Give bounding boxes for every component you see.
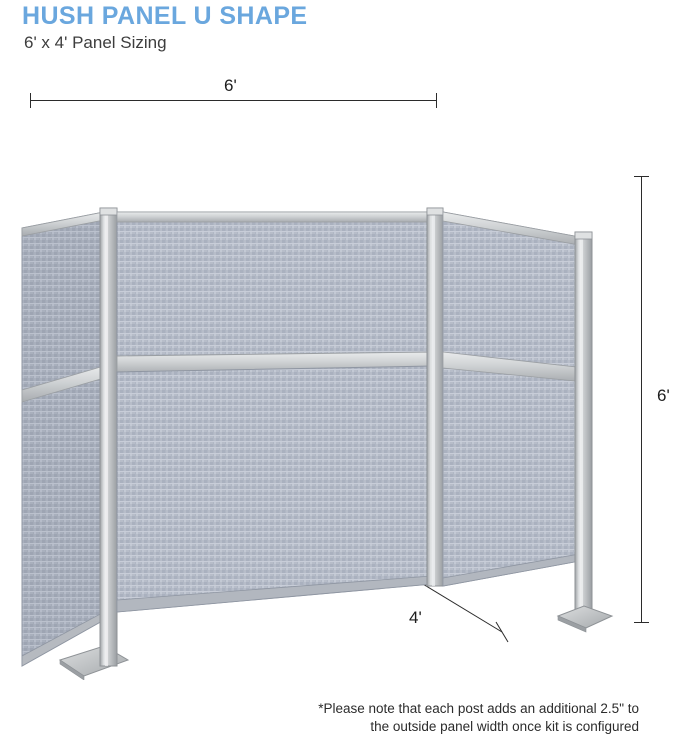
- back-panel-lower: [117, 366, 432, 612]
- center-post: [427, 208, 443, 586]
- right-return-panel: [443, 212, 585, 586]
- left-post: [100, 208, 117, 666]
- left-foot: [60, 646, 128, 680]
- right-dimension-label: 6': [657, 386, 670, 405]
- page-title: HUSH PANEL U SHAPE: [22, 2, 308, 30]
- hush-panel-u-shape-drawing: [0, 60, 679, 680]
- depth-dimension-label: 4': [409, 608, 422, 627]
- footnote-line-2: the outside panel width once kit is configured: [370, 719, 639, 734]
- left-return-panel: [22, 212, 104, 666]
- back-panel-upper: [117, 212, 432, 360]
- right-foot: [558, 606, 612, 632]
- footnote-line-1: *Please note that each post adds an additional 2.5" to: [318, 701, 639, 716]
- page-subtitle: 6' x 4' Panel Sizing: [24, 33, 167, 52]
- top-dimension-label: 6': [224, 76, 237, 95]
- footnote: [299, 700, 639, 736]
- right-post: [575, 232, 592, 622]
